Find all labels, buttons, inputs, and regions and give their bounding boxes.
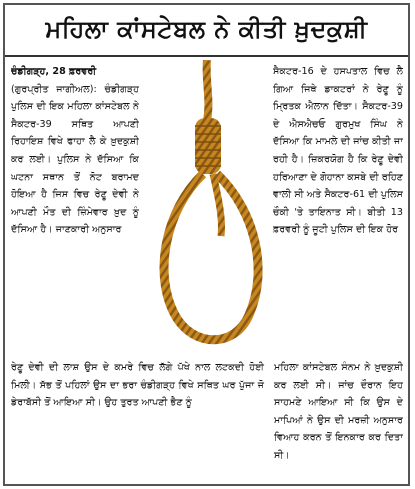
- rope-knot: [195, 118, 221, 174]
- noose-svg: [135, 60, 285, 360]
- article-text-bottom-left: ਰੇਣੂ ਦੇਵੀ ਦੀ ਲਾਸ਼ ਉਸ ਦੇ ਕਮਰੇ ਵਿਚ ਲੱਗੇ ਪੱਖੇ ਨਾਲ ਲਟਕਦੀ ਹੋਈ ਮਿਲੀ। ਸੱਭ ਤੋਂ ਪਹਿਲਾਂ ਉਸ ਦਾ ਭਰਾ ਚੰਡੀਗੜ੍ਹ ਵਿਖੇ ਸਥਿਤ ਘਰ ਪੁੱਜਾ ਜੋ ਡੇਰਾਬੱਸੀ ਤੋਂ ਆਇਆ ਸੀ। ਉਹ ਤੁਰਤ ਆਪਣੀ ਭੈਣ ਨੂੰ: [11, 362, 265, 409]
- article-text-right: ਸੈਕਟਰ-16 ਦੇ ਹਸਪਤਾਲ ਵਿਚ ਲੈ ਗਿਆ ਜਿਥੇ ਡਾਕਟਰਾਂ ਨੇ ਰੇਣੂ ਨੂੰ ਮ੍ਰਿਤਕ ਐਲਾਨ ਦਿੱਤਾ। ਸੈਕਟਰ-39 ਦੇ ਐਸਐਚਓ ਗੁਰਮੁਖ ਸਿੰਘ ਨੇ ਦੱਸਿਆ ਕਿ ਮਾਮਲੇ ਦੀ ਜਾਂਚ ਕੀਤੀ ਜਾ ਰਹੀ ਹੈ। ਜ਼ਿਕਰਯੋਗ ਹੈ ਕਿ ਰੇਣੂ ਦੇਵੀ ਹਰਿਆਣਾ ਦੇ ਗੋਹਾਨਾ ਕਸਬੇ ਦੀ ਰਹਿਣ ਵਾਲੀ ਸੀ ਅਤੇ ਸੈਕਟਰ-61 ਦੀ ਪੁਲਿਸ ਚੌਕੀ 'ਤੇ ਤਾਇਨਾਤ ਸੀ। ਬੀਤੀ 13 ਫ਼ਰਵਰੀ ਨੂੰ ਜੂਟੀ ਪੁਲਿਸ ਦੀ ਇਕ ਹੋਰ: [273, 66, 403, 236]
- article-text-bottom-right: ਮਹਿਲਾ ਕਾਂਸਟੇਬਲ ਸੰਨਮ ਨੇ ਖ਼ੁਦਕੁਸ਼ੀ ਕਰ ਲਈ ਸੀ। ਜਾਂਚ ਦੌਰਾਨ ਇਹ ਸਾਹਮਣੇ ਆਇਆ ਸੀ ਕਿ ਉਸ ਦੇ ਮਾਪਿਆਂ ਨੇ ਉਸ ਦੀ ਮਰਜ਼ੀ ਅਨੁਸਾਰ ਵਿਆਹ ਕਰਨ ਤੋਂ ਇਨਕਾਰ ਕਰ ਦਿਤਾ ਸੀ।: [274, 362, 403, 461]
- article-column-left: [11, 63, 139, 241]
- news-clipping: [3, 3, 410, 486]
- article-column-right: [273, 63, 403, 353]
- headline: ਮਹਿਲਾ ਕਾਂਸਟੇਬਲ ਨੇ ਕੀਤੀ ਖ਼ੁਦਕੁਸ਼ੀ: [45, 15, 368, 43]
- byline: (ਗੁਰਪ੍ਰੀਤ ਜਾਗੀਅਲ):: [11, 83, 97, 95]
- noose-rope-image: [135, 60, 285, 360]
- rope-loop: [164, 174, 258, 340]
- article-text-left: ਚੰਡੀਗੜ੍ਹ ਪੁਲਿਸ ਦੀ ਇਕ ਮਹਿਲਾ ਕਾਂਸਟੇਬਲ ਨੇ ਸੈਕਟਰ-39 ਸਥਿਤ ਆਪਣੀ ਰਿਹਾਇਸ਼ ਵਿਖੇ ਫਾਹਾ ਲੈ ਕੇ ਖ਼ੁਦਕੁਸ਼ੀ ਕਰ ਲਈ। ਪੁਲਿਸ ਨੇ ਦੱਸਿਆ ਕਿ ਘਟਨਾ ਸਥਾਨ ਤੋਂ ਨੋਟ ਬਰਾਮਦ ਹੋਇਆ ਹੈ ਜਿਸ ਵਿਚ ਰੇਣੂ ਦੇਵੀ ਨੇ ਆਪਣੀ ਮੌਤ ਦੀ ਜ਼ਿੰਮੇਵਾਰ ਖ਼ੁਦ ਨੂੰ ਦੱਸਿਆ ਹੈ। ਜਾਣਕਾਰੀ ਅਨੁਸਾਰ: [11, 83, 139, 236]
- rope-top: [207, 60, 209, 120]
- dateline: ਚੰਡੀਗੜ੍ਹ, 28 ਫ਼ਰਵਰੀ: [11, 66, 97, 77]
- headline-rule: [5, 55, 408, 57]
- article-bottom: [11, 359, 403, 484]
